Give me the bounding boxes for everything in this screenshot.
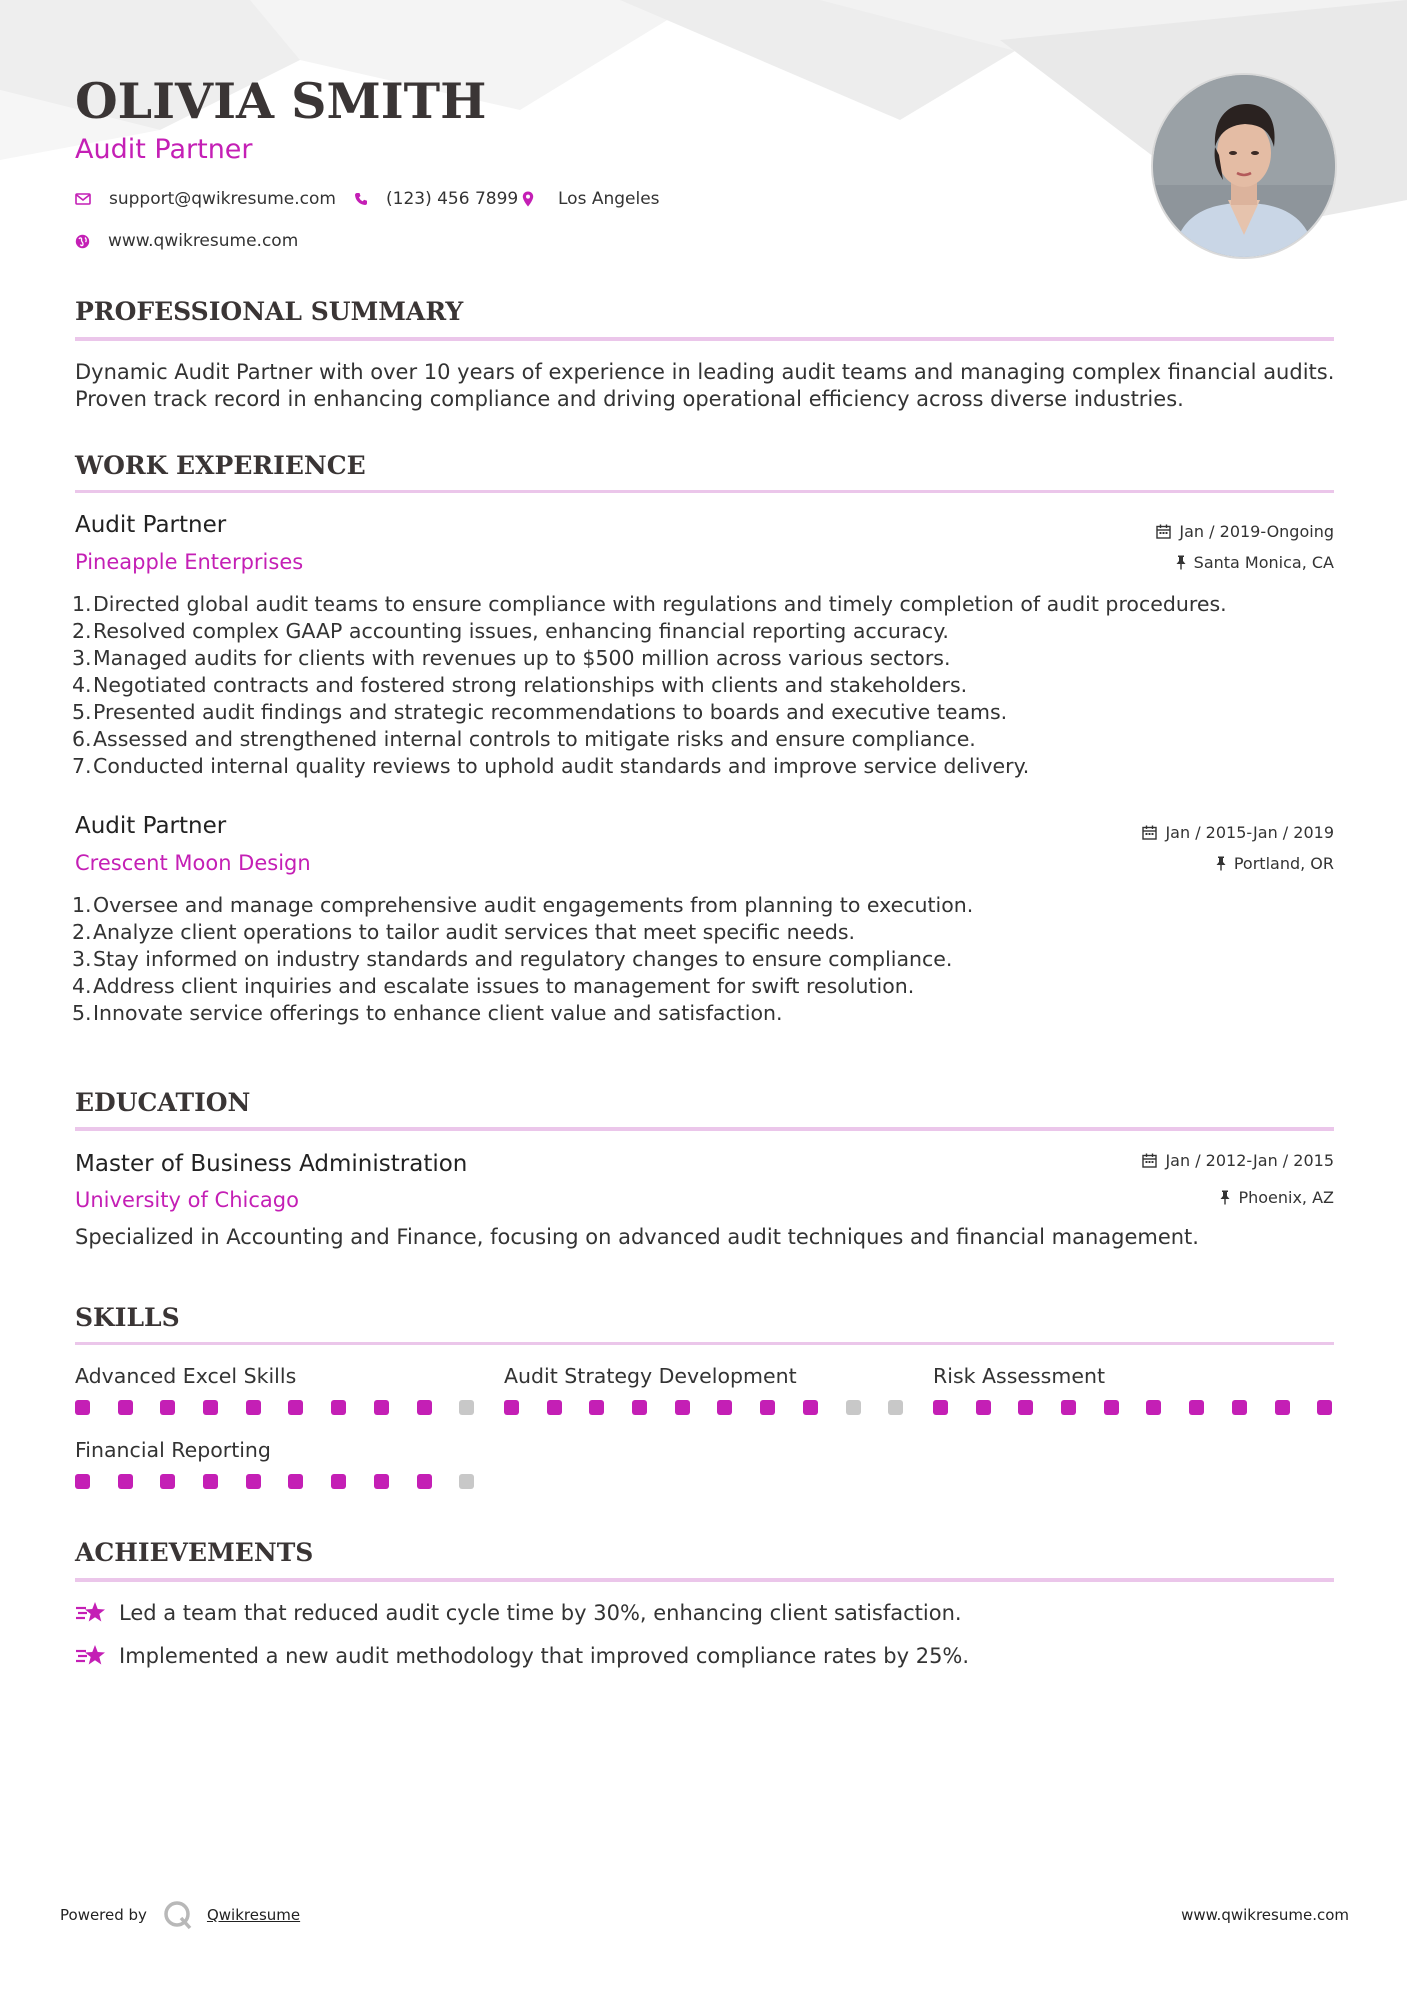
education-heading: EDUCATION bbox=[75, 1088, 251, 1117]
map-pin-icon bbox=[522, 191, 534, 207]
skill-rating bbox=[75, 1474, 502, 1489]
skill-dot-filled bbox=[803, 1400, 818, 1415]
contact-email[interactable] bbox=[75, 189, 336, 209]
skill-dot-filled bbox=[417, 1474, 432, 1489]
portrait-image bbox=[1153, 75, 1335, 257]
achievement-item bbox=[75, 1643, 969, 1669]
skill-dot-filled bbox=[75, 1474, 90, 1489]
contact-location bbox=[522, 189, 660, 209]
skill-dot-filled bbox=[717, 1400, 732, 1415]
contact-phone[interactable] bbox=[354, 189, 518, 209]
skill-dot-filled bbox=[976, 1400, 991, 1415]
list-item: 1.Directed global audit teams to ensure compliance with regulations and timely completion of audit procedures. bbox=[72, 592, 1227, 616]
achievements-divider bbox=[75, 1578, 1334, 1582]
skill-dot-filled bbox=[331, 1474, 346, 1489]
skill-dot-filled bbox=[75, 1400, 90, 1415]
shooting-star-icon bbox=[75, 1643, 107, 1669]
location-text: Los Angeles bbox=[558, 189, 660, 209]
job-2-location-text: Portland, OR bbox=[1233, 854, 1334, 873]
skill-dot-filled bbox=[118, 1400, 133, 1415]
contact-website[interactable] bbox=[75, 231, 298, 251]
skills-divider bbox=[75, 1342, 1334, 1345]
job-1-title: Audit Partner bbox=[75, 512, 227, 538]
education-school: University of Chicago bbox=[75, 1188, 299, 1212]
skill-dot-empty bbox=[459, 1474, 474, 1489]
skill-dot-filled bbox=[331, 1400, 346, 1415]
skill-dot-filled bbox=[288, 1400, 303, 1415]
qwikresume-logo-icon bbox=[163, 1900, 193, 1930]
job-1-dates-text: Jan / 2019-Ongoing bbox=[1179, 522, 1334, 541]
summary-divider bbox=[75, 337, 1334, 341]
skill-dot-filled bbox=[417, 1400, 432, 1415]
education-location bbox=[1220, 1188, 1334, 1207]
job-1-task-list bbox=[72, 591, 1227, 780]
summary-text: Dynamic Audit Partner with over 10 years of experience in leading audit teams and managing complex financial audits. Proven track record in enhancing compliance and driving operational efficiency across diverse industries. bbox=[75, 360, 1335, 411]
skill-dot-filled bbox=[203, 1400, 218, 1415]
profile-photo bbox=[1151, 73, 1337, 259]
achievement-text: Led a team that reduced audit cycle time by 30%, enhancing client satisfaction. bbox=[119, 1601, 962, 1625]
skill-dot-filled bbox=[374, 1474, 389, 1489]
skill-item bbox=[933, 1364, 1360, 1415]
list-item: 3.Managed audits for clients with revenues up to $500 million across various sectors. bbox=[72, 646, 951, 670]
calendar-icon bbox=[1156, 524, 1171, 539]
pushpin-icon bbox=[1220, 1190, 1230, 1205]
education-dates-text: Jan / 2012-Jan / 2015 bbox=[1165, 1151, 1334, 1170]
email-text: support@qwikresume.com bbox=[109, 189, 336, 209]
globe-icon bbox=[75, 234, 90, 249]
skill-dot-filled bbox=[246, 1474, 261, 1489]
skills-heading: SKILLS bbox=[75, 1303, 180, 1332]
skill-dot-empty bbox=[888, 1400, 903, 1415]
list-item: 4.Negotiated contracts and fostered strong relationships with clients and stakeholders. bbox=[72, 673, 968, 697]
skill-name: Advanced Excel Skills bbox=[75, 1364, 297, 1388]
list-item: 4.Address client inquiries and escalate issues to management for swift resolution. bbox=[72, 974, 915, 998]
shooting-star-icon bbox=[75, 1600, 107, 1626]
achievements-heading: ACHIEVEMENTS bbox=[75, 1538, 314, 1567]
skill-dot-filled bbox=[504, 1400, 519, 1415]
experience-divider bbox=[75, 490, 1334, 493]
education-dates bbox=[1142, 1151, 1334, 1170]
phone-icon bbox=[354, 192, 368, 206]
skill-dot-filled bbox=[1146, 1400, 1161, 1415]
skill-dot-filled bbox=[1104, 1400, 1119, 1415]
job-2-company: Crescent Moon Design bbox=[75, 851, 311, 875]
list-item: 5.Presented audit findings and strategic recommendations to boards and executive teams. bbox=[72, 700, 1008, 724]
envelope-icon bbox=[75, 193, 91, 205]
list-item: 2.Analyze client operations to tailor audit services that meet specific needs. bbox=[72, 920, 856, 944]
skill-dot-filled bbox=[1189, 1400, 1204, 1415]
skill-name: Financial Reporting bbox=[75, 1438, 271, 1462]
candidate-name: OLIVIA SMITH bbox=[75, 72, 487, 130]
skill-dot-filled bbox=[675, 1400, 690, 1415]
skill-dot-filled bbox=[933, 1400, 948, 1415]
skill-name: Audit Strategy Development bbox=[504, 1364, 797, 1388]
skill-dot-filled bbox=[118, 1474, 133, 1489]
skill-item bbox=[75, 1364, 502, 1415]
skill-dot-filled bbox=[160, 1474, 175, 1489]
skill-dot-filled bbox=[1061, 1400, 1076, 1415]
skill-dot-filled bbox=[632, 1400, 647, 1415]
list-item: 3.Stay informed on industry standards and regulatory changes to ensure compliance. bbox=[72, 947, 953, 971]
skill-dot-filled bbox=[547, 1400, 562, 1415]
list-item: 5.Innovate service offerings to enhance client value and satisfaction. bbox=[72, 1001, 783, 1025]
skill-dot-filled bbox=[288, 1474, 303, 1489]
skill-rating bbox=[933, 1400, 1360, 1415]
list-item: 7.Conducted internal quality reviews to uphold audit standards and improve service delivery. bbox=[72, 754, 1030, 778]
pushpin-icon bbox=[1176, 555, 1186, 570]
job-1-location bbox=[1176, 553, 1334, 572]
website-text: www.qwikresume.com bbox=[108, 231, 299, 251]
footer-url[interactable]: www.qwikresume.com bbox=[1181, 1906, 1349, 1924]
skill-dot-filled bbox=[1317, 1400, 1332, 1415]
skill-dot-filled bbox=[760, 1400, 775, 1415]
skill-dot-filled bbox=[246, 1400, 261, 1415]
skill-rating bbox=[75, 1400, 502, 1415]
achievement-item bbox=[75, 1600, 962, 1626]
education-location-text: Phoenix, AZ bbox=[1238, 1188, 1334, 1207]
skill-name: Risk Assessment bbox=[933, 1364, 1105, 1388]
job-2-title: Audit Partner bbox=[75, 813, 227, 839]
job-2-dates bbox=[1142, 823, 1334, 842]
skill-dot-filled bbox=[1018, 1400, 1033, 1415]
pushpin-icon bbox=[1216, 856, 1226, 871]
skill-dot-filled bbox=[1275, 1400, 1290, 1415]
job-2-dates-text: Jan / 2015-Jan / 2019 bbox=[1165, 823, 1334, 842]
skill-item bbox=[75, 1438, 502, 1489]
skill-rating bbox=[504, 1400, 931, 1415]
education-divider bbox=[75, 1127, 1334, 1131]
job-1-company: Pineapple Enterprises bbox=[75, 550, 304, 574]
candidate-role: Audit Partner bbox=[75, 134, 253, 165]
calendar-icon bbox=[1142, 825, 1157, 840]
job-2-task-list bbox=[72, 892, 973, 1027]
skill-dot-empty bbox=[459, 1400, 474, 1415]
job-2-location bbox=[1216, 854, 1334, 873]
phone-text: (123) 456 7899 bbox=[386, 189, 519, 209]
powered-by-label: Powered by bbox=[60, 1906, 147, 1924]
footer-powered-by bbox=[60, 1900, 300, 1930]
list-item: 1.Oversee and manage comprehensive audit engagements from planning to execution. bbox=[72, 893, 974, 917]
job-1-dates bbox=[1156, 522, 1334, 541]
calendar-icon bbox=[1142, 1153, 1157, 1168]
skill-dot-filled bbox=[160, 1400, 175, 1415]
skill-dot-filled bbox=[203, 1474, 218, 1489]
education-description: Specialized in Accounting and Finance, focusing on advanced audit techniques and financial management. bbox=[75, 1225, 1199, 1249]
experience-heading: WORK EXPERIENCE bbox=[75, 451, 366, 480]
skill-dot-filled bbox=[1232, 1400, 1247, 1415]
skill-dot-empty bbox=[846, 1400, 861, 1415]
summary-heading: PROFESSIONAL SUMMARY bbox=[75, 297, 464, 326]
job-1-location-text: Santa Monica, CA bbox=[1193, 553, 1334, 572]
list-item: 2.Resolved complex GAAP accounting issues, enhancing financial reporting accuracy. bbox=[72, 619, 949, 643]
skill-item bbox=[504, 1364, 931, 1415]
education-degree: Master of Business Administration bbox=[75, 1151, 468, 1177]
qwikresume-link[interactable]: Qwikresume bbox=[206, 1906, 301, 1924]
skill-dot-filled bbox=[374, 1400, 389, 1415]
achievement-text: Implemented a new audit methodology that improved compliance rates by 25%. bbox=[119, 1644, 970, 1668]
list-item: 6.Assessed and strengthened internal controls to mitigate risks and ensure compliance. bbox=[72, 727, 976, 751]
skill-dot-filled bbox=[589, 1400, 604, 1415]
